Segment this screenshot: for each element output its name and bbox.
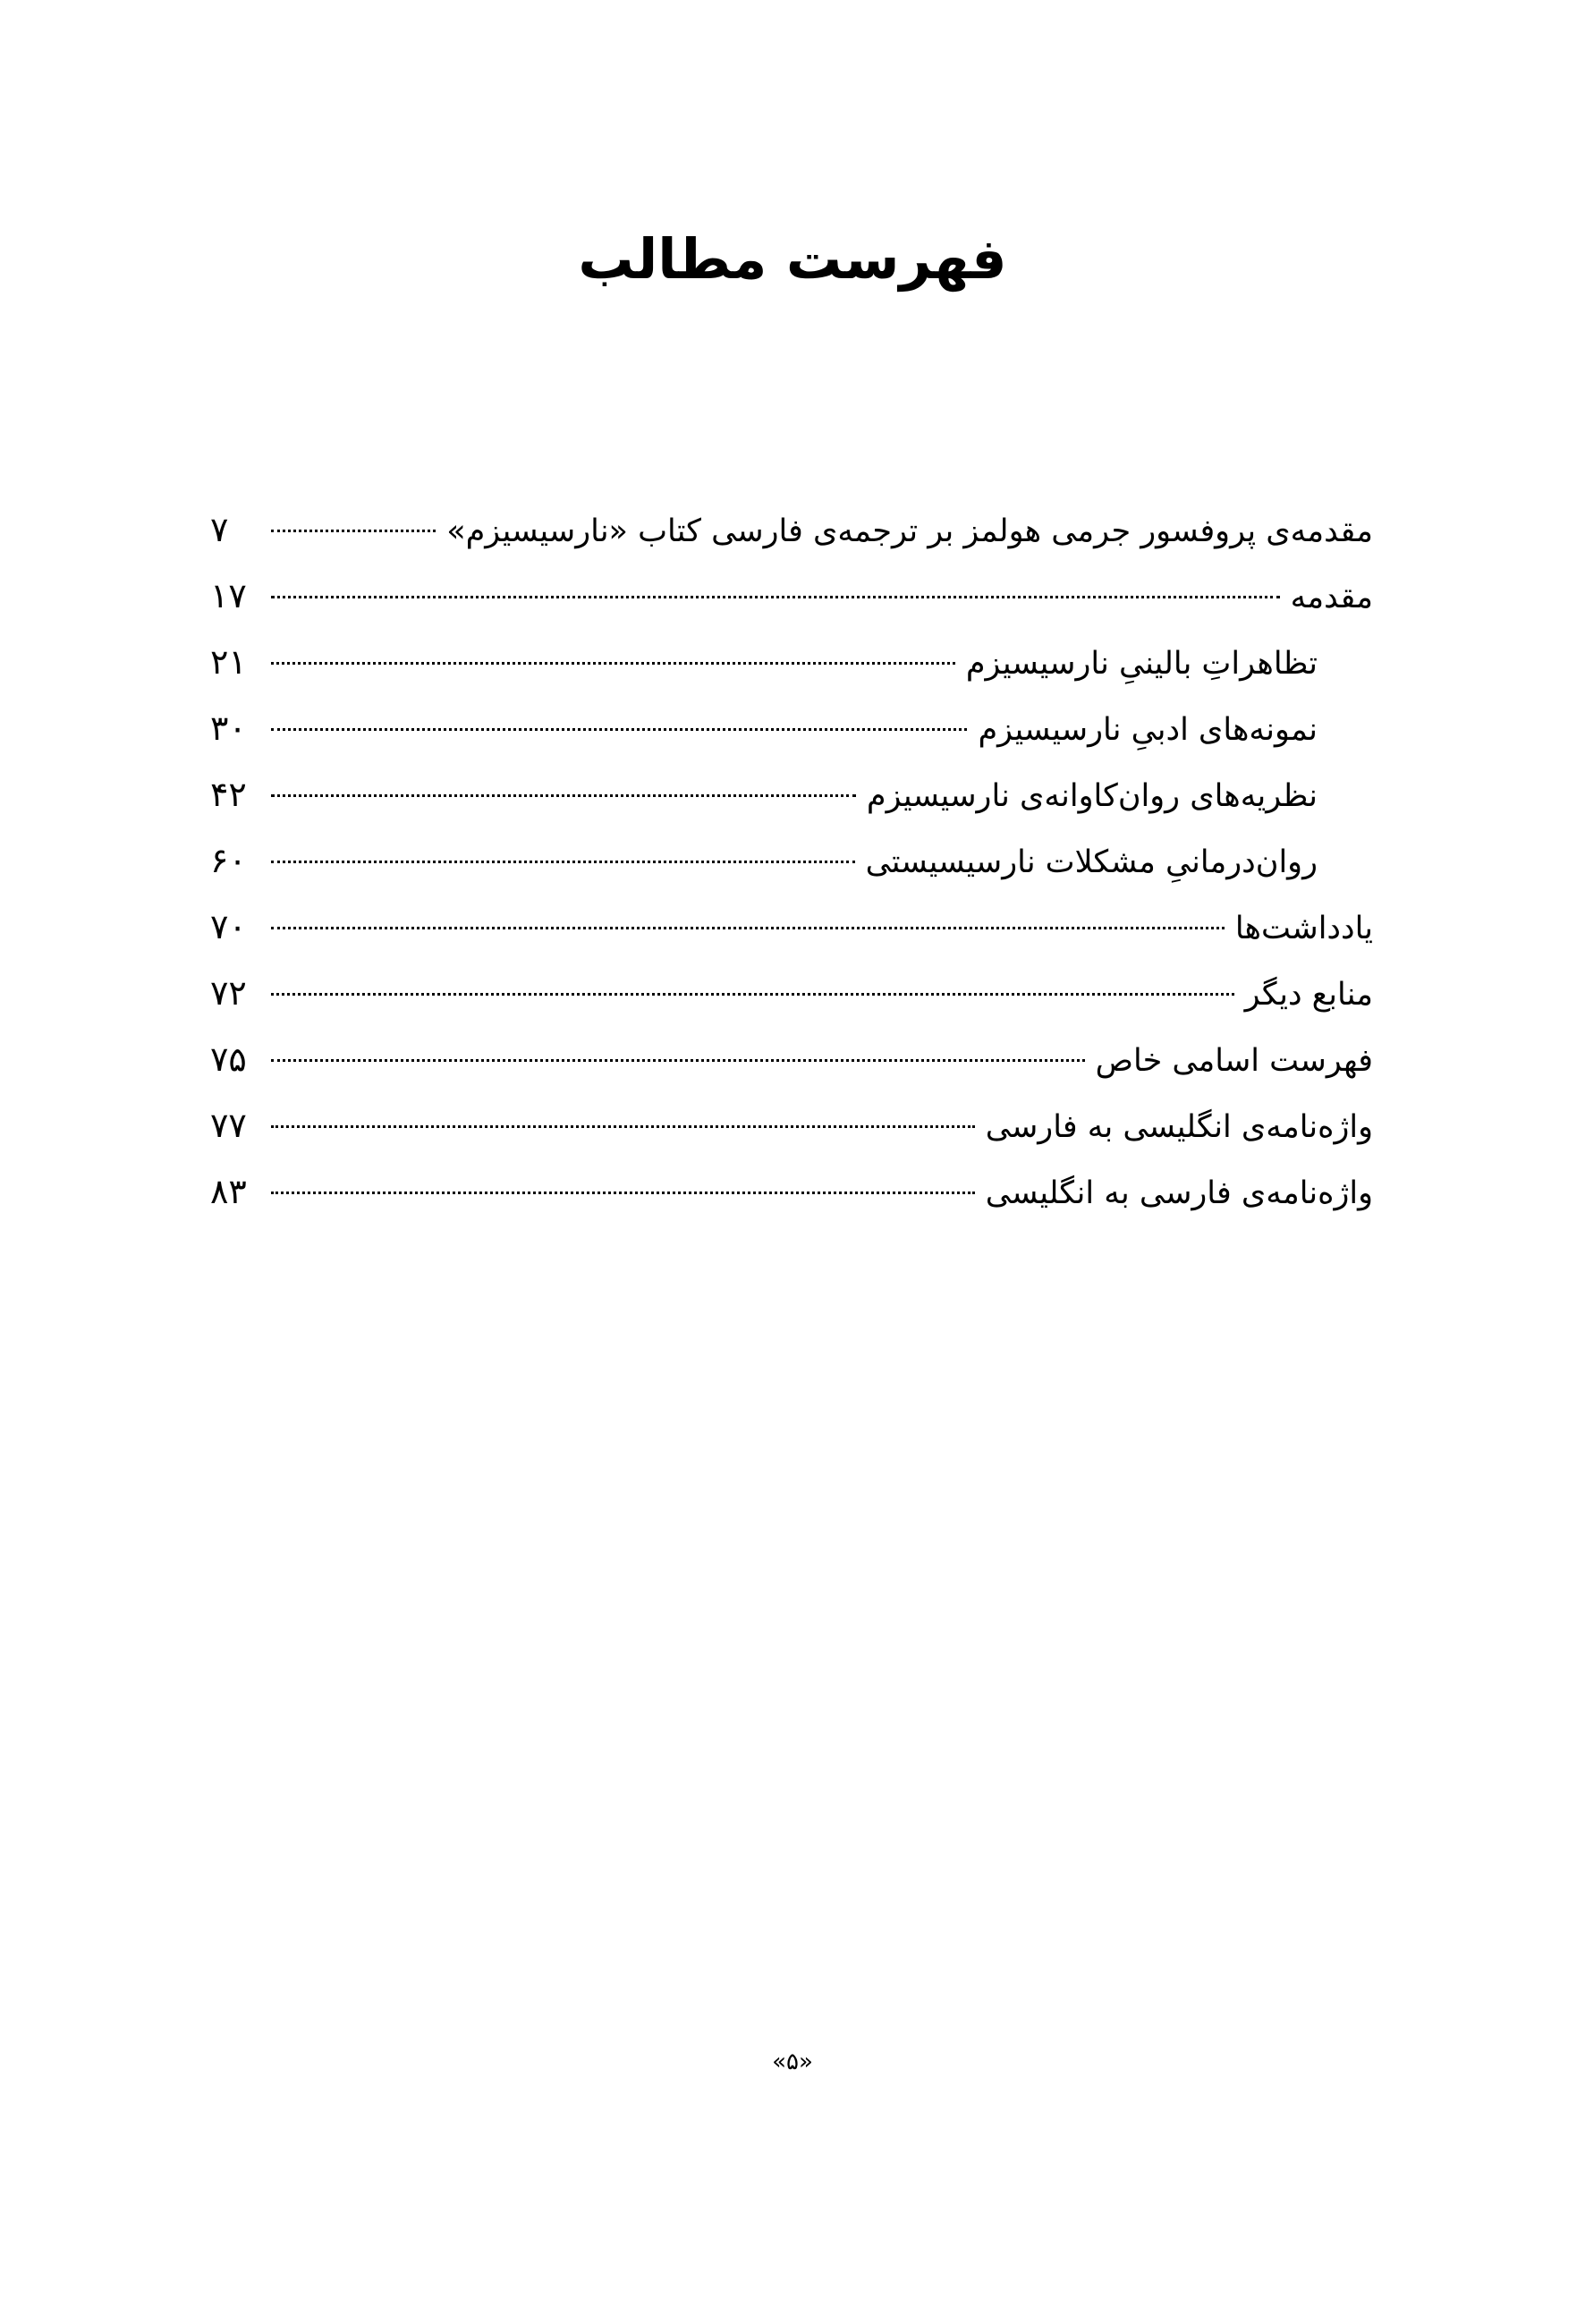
- toc-entry-page: ۷۵: [210, 1039, 247, 1079]
- toc-entry-page: ۸۳: [210, 1172, 247, 1211]
- toc-entry[interactable]: [210, 496, 1373, 563]
- dot-leader: [271, 662, 955, 665]
- dot-leader: [271, 927, 1225, 929]
- toc-entry-page: ۲۱: [210, 642, 247, 682]
- toc-entry-title: نظریه‌های روان‌کاوانه‌ی نارسیسیزم: [866, 778, 1318, 814]
- toc-entry-title: منابع دیگر: [1244, 977, 1373, 1013]
- toc-entry[interactable]: [210, 1026, 1373, 1092]
- page-title: فهرست مطالب: [578, 226, 1007, 292]
- dot-leader: [271, 1059, 1085, 1062]
- toc-subentry[interactable]: [210, 629, 1373, 695]
- toc-entry-page: ۷۲: [210, 973, 247, 1013]
- toc-entry-title: یادداشت‌ها: [1234, 911, 1373, 946]
- toc-entry-title: روان‌درمانیِ مشکلات نارسیسیستی: [865, 844, 1318, 880]
- toc-entry-page: ۷: [210, 510, 229, 549]
- dot-leader: [271, 993, 1234, 996]
- toc-subentry[interactable]: [210, 695, 1373, 761]
- toc-entry-page: ۴۲: [210, 775, 247, 814]
- toc-entry-title: تظاهراتِ بالینیِ نارسیسیزم: [965, 646, 1318, 682]
- toc-entry[interactable]: [210, 563, 1373, 629]
- dot-leader: [271, 794, 856, 797]
- toc-subentry[interactable]: [210, 827, 1373, 894]
- page-number: «۵»: [772, 2048, 813, 2075]
- dot-leader: [271, 596, 1280, 598]
- dot-leader: [271, 861, 855, 863]
- dot-leader: [271, 530, 436, 532]
- table-of-contents: [210, 496, 1373, 1225]
- toc-entry-title: واژه‌نامه‌ی فارسی به انگلیسی: [985, 1175, 1373, 1211]
- toc-entry-page: ۶۰: [210, 841, 247, 880]
- toc-entry[interactable]: [210, 1092, 1373, 1158]
- toc-entry-page: ۳۰: [210, 708, 247, 748]
- toc-entry-page: ۱۷: [210, 576, 247, 615]
- toc-entry-title: فهرست اسامی خاص: [1095, 1043, 1373, 1079]
- dot-leader: [271, 1125, 975, 1128]
- toc-entry[interactable]: [210, 960, 1373, 1026]
- toc-entry-title: واژه‌نامه‌ی انگلیسی به فارسی: [985, 1109, 1373, 1145]
- toc-entry-page: ۷۰: [210, 907, 247, 946]
- toc-entry[interactable]: [210, 1158, 1373, 1225]
- toc-entry-page: ۷۷: [210, 1106, 247, 1145]
- dot-leader: [271, 1192, 975, 1194]
- dot-leader: [271, 728, 967, 731]
- toc-subentry[interactable]: [210, 761, 1373, 827]
- toc-entry[interactable]: [210, 894, 1373, 960]
- toc-entry-title: مقدمه‌ی پروفسور جرمی هولمز بر ترجمه‌ی فارسی کتاب «نارسیسیزم»: [446, 513, 1373, 549]
- toc-entry-title: مقدمه: [1290, 580, 1373, 615]
- toc-entry-title: نمونه‌های ادبیِ نارسیسیزم: [978, 712, 1318, 748]
